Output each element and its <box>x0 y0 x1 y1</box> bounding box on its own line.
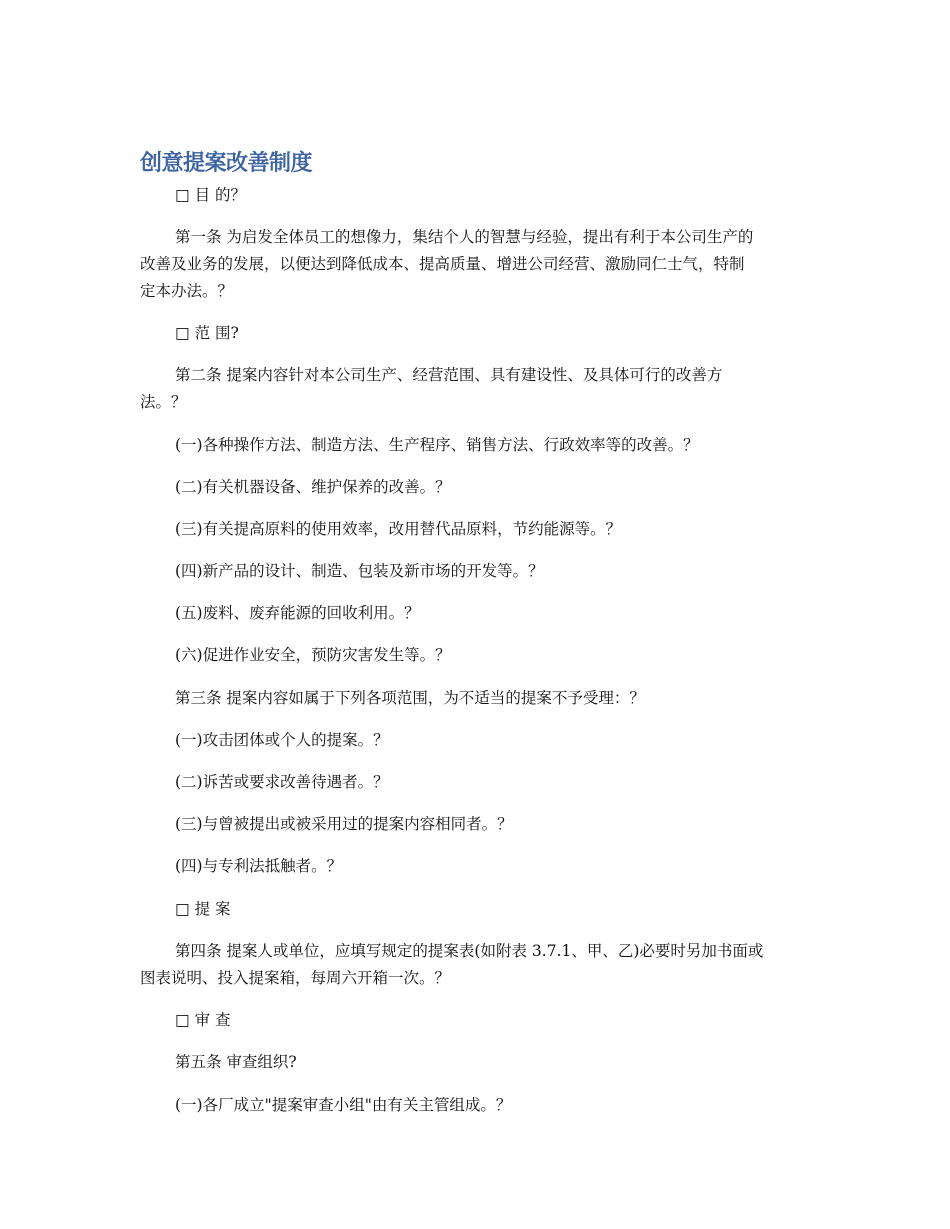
excluded-item-2: (二)诉苦或要求改善待遇者。？ <box>175 773 389 791</box>
scope-item-5: (五)废料、废弃能源的回收利用。？ <box>175 604 420 622</box>
review-heading: □ 审 查 <box>175 1011 231 1029</box>
article-1-line-2: 改善及业务的发展，以便达到降低成本、提高质量、增进公司经营、激励同仁士气，特制 <box>140 255 745 273</box>
scope-item-3: (三)有关提高原料的使用效率，改用替代品原料，节约能源等。？ <box>175 520 622 538</box>
review-item-1: (一)各厂成立"提案审查小组"由有关主管组成。？ <box>175 1096 512 1114</box>
excluded-item-1: (一)攻击团体或个人的提案。？ <box>175 731 389 749</box>
excluded-item-4: (四)与专利法抵触者。？ <box>175 857 343 875</box>
scope-item-6: (六)促进作业安全，预防灾害发生等。？ <box>175 646 451 664</box>
article-2-line-1: 第二条 提案内容针对本公司生产、经营范围、具有建设性、及具体可行的改善方 <box>175 366 723 384</box>
article-1-line-3: 定本办法。？ <box>140 282 234 300</box>
article-2-line-2: 法。？ <box>140 393 187 411</box>
purpose-heading: □ 目 的？ <box>175 186 246 204</box>
article-4-line-2: 图表说明、投入提案箱，每周六开箱一次。？ <box>140 969 451 987</box>
article-1-line-1: 第一条 为启发全体员工的想像力，集结个人的智慧与经验，提出有利于本公司生产的 <box>175 228 754 246</box>
scope-item-1: (一)各种操作方法、制造方法、生产程序、销售方法、行政效率等的改善。？ <box>175 436 699 454</box>
excluded-item-3: (三)与曾被提出或被采用过的提案内容相同者。？ <box>175 815 513 833</box>
proposal-heading: □ 提 案 <box>175 900 231 918</box>
article-3: 第三条 提案内容如属于下列各项范围，为不适当的提案不予受理：？ <box>175 689 645 707</box>
article-4-line-1: 第四条 提案人或单位，应填写规定的提案表(如附表 3.7.1、甲、乙)必要时另加书面或 <box>175 942 764 960</box>
document-title: 创意提案改善制度 <box>140 151 313 176</box>
scope-item-4: (四)新产品的设计、制造、包装及新市场的开发等。？ <box>175 562 544 580</box>
scope-heading: □ 范 围? <box>175 324 239 342</box>
article-5: 第五条 审查组织? <box>175 1053 297 1071</box>
scope-item-2: (二)有关机器设备、维护保养的改善。？ <box>175 478 451 496</box>
